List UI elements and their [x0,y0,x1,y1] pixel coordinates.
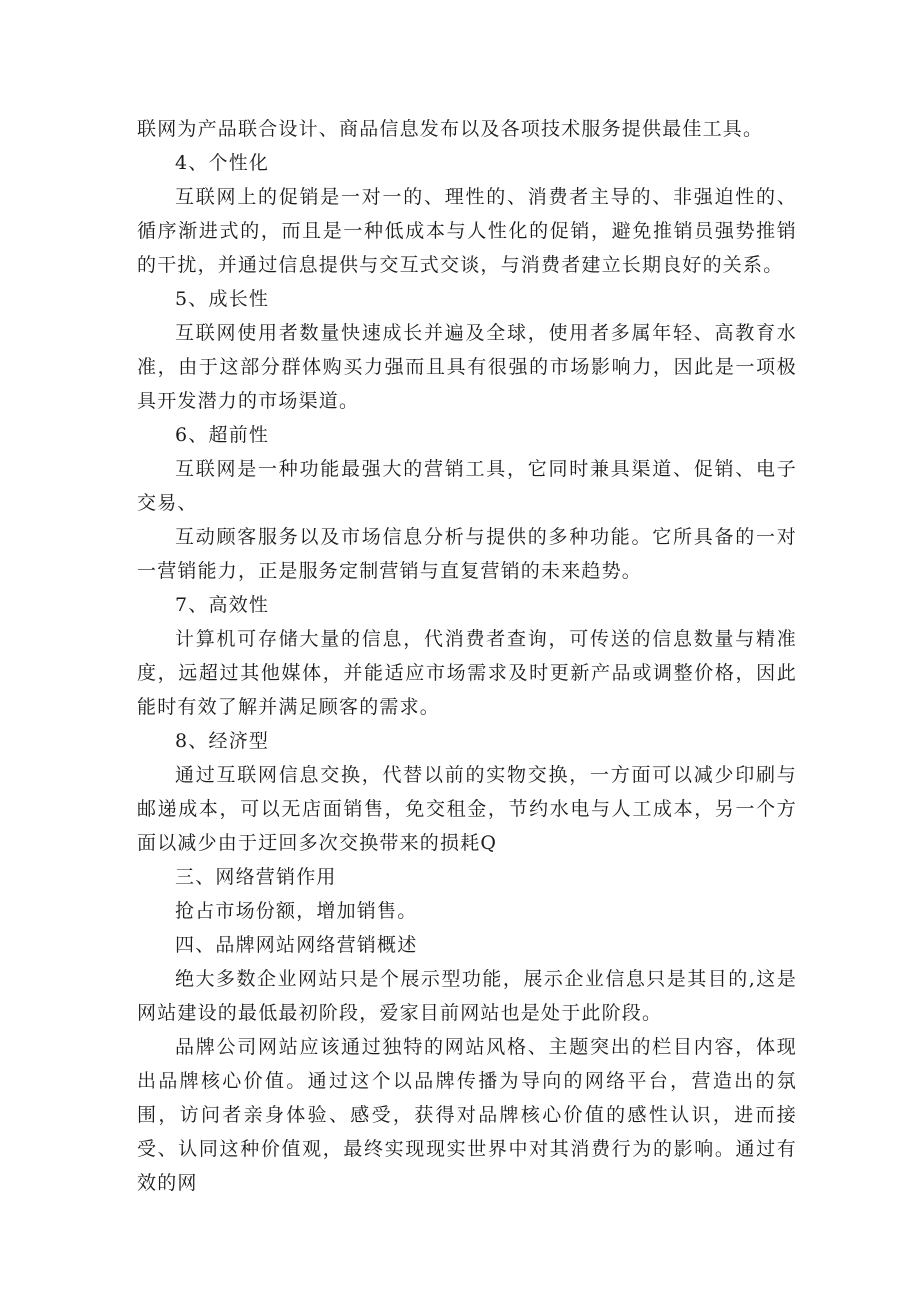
paragraph: 绝大多数企业网站只是个展示型功能，展示企业信息只是其目的,这是网站建设的最低最初阶段，爱家目前网站也是处于此阶段。 [137,968,797,1024]
paragraph: 互联网是一种功能最强大的营销工具，它同时兼具渠道、促销、电子交易、 [137,458,797,514]
paragraph: 互联网使用者数量快速成长并遍及全球，使用者多属年轻、高教育水准，由于这部分群体购买力强而且具有很强的市场影响力，因此是一项极具开发潜力的市场渠道。 [137,322,797,412]
document-body [137,112,797,1200]
section-heading-efficiency: 7、高效性 [175,594,270,616]
paragraph: 互联网上的促销是一对一的、理性的、消费者主导的、非强迫性的、循序渐进式的，而且是一种低成本与人性化的促销，避免推销员强势推销的干扰，并通过信息提供与交互式交谈，与消费者建立长期良好的关系。 [137,186,797,276]
paragraph: 计算机可存储大量的信息，代消费者查询，可传送的信息数量与精准度，远超过其他媒体，并能适应市场需求及时更新产品或调整价格，因此能时有效了解并满足顾客的需求。 [137,628,797,718]
paragraph: 抢占市场份额，增加销售。 [175,900,418,922]
paragraph: 品牌公司网站应该通过独特的网站风格、主题突出的栏目内容，体现出品牌核心价值。通过这个以品牌传播为导向的网络平台，营造出的氛围，访问者亲身体验、感受，获得对品牌核心价值的感性认识，进而接受、认同这种价值观，最终实现现实世界中对其消费行为的影响。通过有效的网 [137,1036,797,1194]
section-heading-marketing-role: 三、网络营销作用 [175,866,337,888]
section-heading-growth: 5、成长性 [175,288,270,310]
section-heading-personalization: 4、个性化 [175,152,270,174]
paragraph: 互动顾客服务以及市场信息分析与提供的多种功能。它所具备的一对一营销能力，正是服务定制营销与直复营销的未来趋势。 [137,526,797,582]
paragraph: 通过互联网信息交换，代替以前的实物交换，一方面可以减少印刷与邮递成本，可以无店面销售，免交租金，节约水电与人工成本，另一个方面以减少由于迂回多次交换带来的损耗Q [137,764,797,854]
paragraph-continued: 联网为产品联合设计、商品信息发布以及各项技术服务提供最佳工具。 [137,118,764,140]
section-heading-brand-website: 四、品牌网站网络营销概述 [175,934,418,956]
section-heading-economy: 8、经济型 [175,730,270,752]
section-heading-advanced: 6、超前性 [175,424,270,446]
